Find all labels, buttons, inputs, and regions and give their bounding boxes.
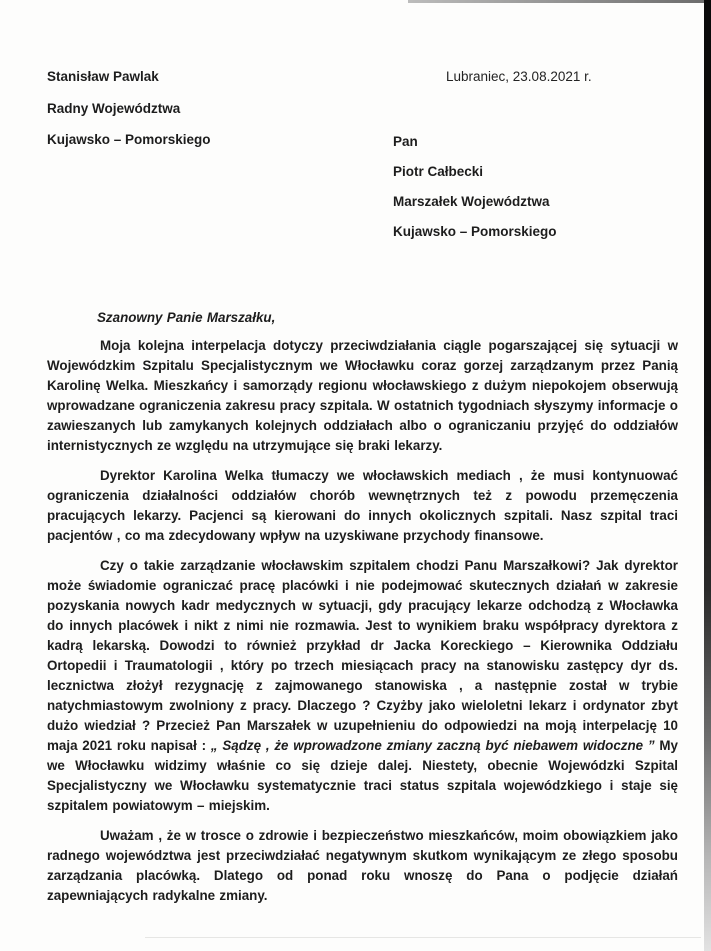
sender-role-line1: Radny Województwa	[47, 100, 181, 116]
letter-body	[47, 308, 678, 906]
paragraph-4: Uważam , że w trosce o zdrowie i bezpieczeństwo mieszkańców, moim obowiązkiem jako radnego województwa jest przeciwdziałać negatywnym skutkom wynikającym ze złego sposobu zarządzania placówką. Dlatego od ponad roku wnoszę do Pana o podjęcie działań zapewniających radykalne zmiany.	[47, 828, 678, 903]
scan-edge-bottom-line	[145, 937, 701, 938]
paragraph-3-text-after-quote: My we Włocławku widzimy właśnie co się dzieje dalej. Niestety, obecnie Wojewódzki Szpital Specjalistyczny we Włocławku systematycznie traci status szpitala wojewódzkiego i staje się szpitalem powiatowym – miejskim.	[47, 738, 679, 813]
recipient-honorific: Pan	[393, 134, 418, 149]
recipient-title-line2: Kujawsko – Pomorskiego	[393, 224, 557, 239]
sender-block	[47, 61, 211, 156]
sender-role-line2: Kujawsko – Pomorskiego	[47, 132, 211, 147]
scan-edge-top-shadow	[408, 0, 705, 3]
paragraph-2: Dyrektor Karolina Welka tłumaczy we włocławskich mediach , że musi kontynuować ograniczenia działalności oddziałów chorób wewnętrznych też z powodu przemęczenia pracujących lekarzy. Pacjenci są kierowani do innych okolicznych szpitali. Nasz szpital traci pacjentów , co ma zdecydowany wpływ na uzyskiwane przychody finansowe.	[47, 468, 678, 543]
recipient-name: Piotr Całbecki	[393, 164, 484, 179]
paragraph-1: Moja kolejna interpelacja dotyczy przeciwdziałania ciągle pogarszającej się sytuacji w Wojewódzkim Szpitalu Specjalistycznym we Włocławku coraz gorzej zarządzanym przez Panią Karolinę Welka. Mieszkańcy i samorządy regionu włocławskiego z dużym niepokojem obserwują wprowadzane ograniczenia zakresu pracy szpitala. W ostatnich tygodniach słyszymy informacje o zawieszanych lub zamykanych kolejnych oddziałach albo o ograniczaniu przyjęć do oddziałów internistycznych ze względu na utrzymujące się braki lekarzy.	[47, 338, 678, 453]
salutation: Szanowny Panie Marszałku,	[97, 310, 276, 325]
paragraph-3	[47, 556, 678, 816]
scan-edge-right-shadow	[704, 0, 711, 951]
recipient-block	[393, 127, 557, 247]
place-date-line: Lubraniec, 23.08.2021 r.	[446, 69, 592, 84]
paragraph-3-quote: „ Sądzę , że wprowadzone zmiany zaczną być niebawem widoczne ”	[210, 738, 655, 753]
sender-name: Stanisław Pawlak	[47, 69, 159, 84]
paragraph-3-text-before-quote: Czy o takie zarządzanie włocławskim szpitalem chodzi Panu Marszałkowi? Jak dyrektor może świadomie ograniczać pracę placówki i nie podejmować skutecznych działań w zakresie pozyskania nowych kadr medycznych w sytuacji, gdy pracujący lekarze odchodzą z Włocławka do innych placówek i nikt z nimi nie rozmawia. Jest to wynikiem braku współpracy dyrektora z kadrą lekarską. Dowodzi to również przykład dr Jacka Koreckiego – Kierownika Oddziału Ortopedii i Traumatologii , który po trzech miesiącach pracy na stanowisku zastępcy dyr ds. lecznictwa złożył rezygnację z zajmowanego stanowiska , a następnie został w trybie natychmiastowym zwolniony z pracy. Dlaczego ? Czyżby jako wieloletni lekarz i ordynator zbyt dużo wiedział ? Przecież Pan Marszałek w uzupełnieniu do odpowiedzi na moją interpelację 10 maja 2021 roku napisał :	[47, 558, 678, 753]
recipient-title-line1: Marszałek Województwa	[393, 194, 550, 209]
